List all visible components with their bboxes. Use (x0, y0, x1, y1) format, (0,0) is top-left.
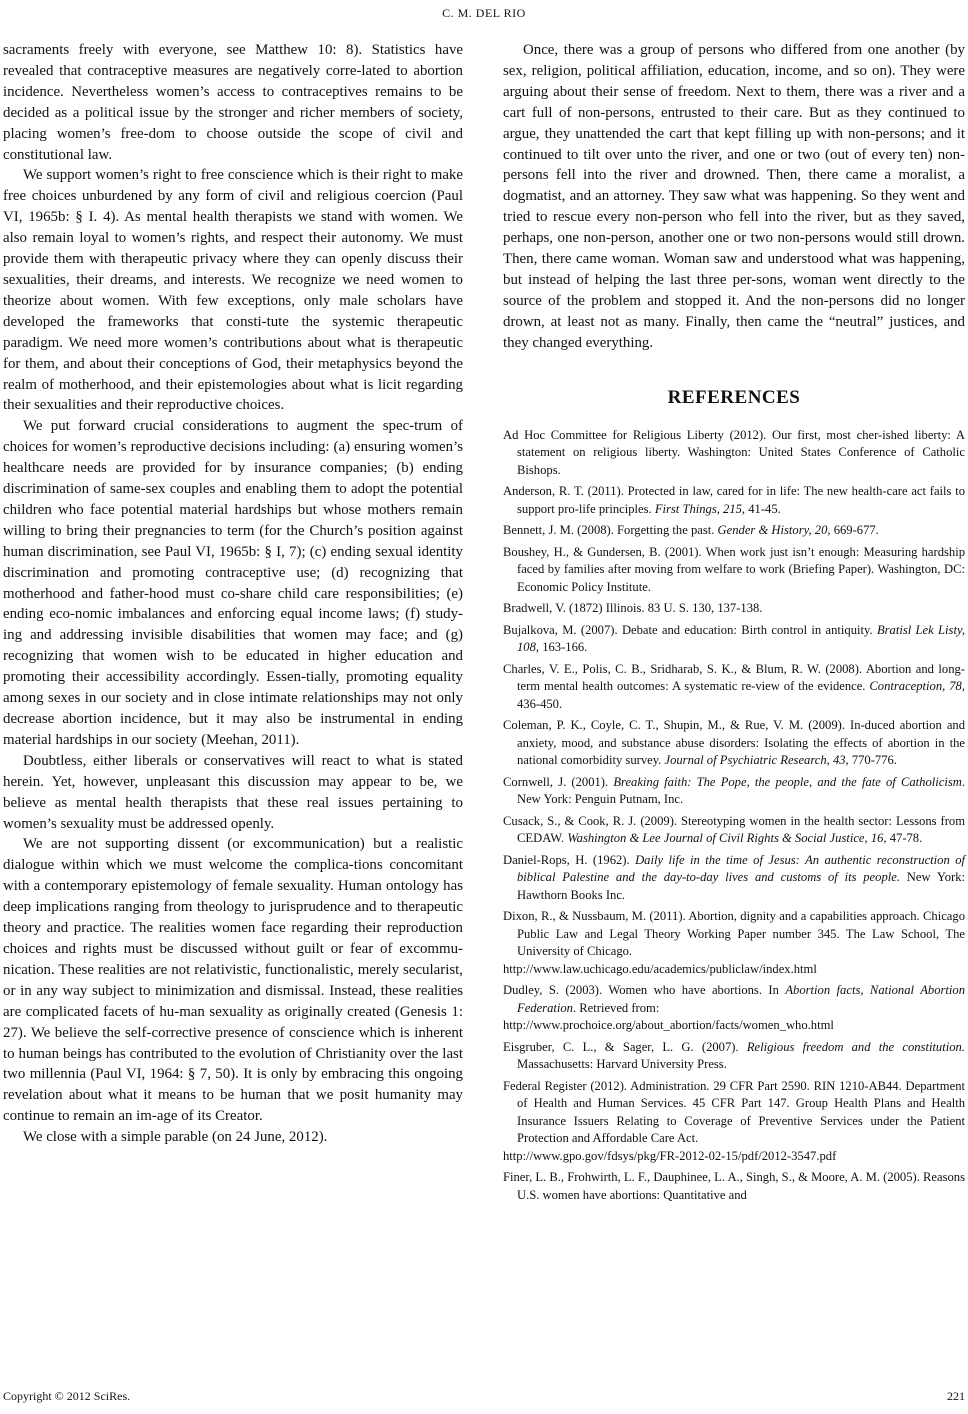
reference-entry (503, 774, 965, 809)
reference-text: Coleman, P. K., Coyle, C. T., Shupin, M., & Rue, V. M. (2009). In-duced abortion and anxiety, mood, and substance abuse disorders: Isolating the effects of abortion in the national comorbidity survey. (503, 718, 965, 767)
reference-journal: Gender & History, 20, (717, 523, 831, 537)
references-heading: REFERENCES (667, 386, 801, 408)
reference-text: Charles, V. E., Polis, C. B., Sridharab, S. K., & Blum, R. W. (2008). Abortion and long-term mental health outcomes: A systematic re-view of the evidence. (503, 661, 965, 693)
reference-entry (503, 1169, 965, 1204)
body-paragraph: Doubtless, either liberals or conservatives will react to what is stated herein. Yet, however, unpleasant this discussion may appear to be, we believe as mental health therapists that these real issues pertaining to women’s sexuality must be addressed openly. (3, 752, 463, 832)
reference-journal: Breaking faith: The Pope, the people, and the fate of Catholicism (613, 774, 962, 789)
reference-text-tail: 770-776. (848, 753, 897, 767)
reference-journal: Religious freedom and the constitution. (746, 1039, 965, 1054)
reference-text: Dudley, S. (2003). Women who have abortions. In (503, 983, 786, 997)
reference-entry (503, 717, 965, 770)
reference-text-tail: . Retrieved from: (572, 1000, 660, 1015)
reference-text: Finer, L. B., Frohwirth, L. F., Dauphinee, L. A., Singh, S., & Moore, A. M. (2005). Reasons U.S. women have abortions: Quantitative and (503, 1170, 965, 1202)
reference-entry (503, 1039, 965, 1074)
reference-entry (503, 483, 965, 518)
left-column (3, 40, 463, 1148)
reference-text: Eisgruber, C. L., & Sager, L. G. (2007). (503, 1039, 747, 1054)
reference-url[interactable]: http://www.prochoice.org/about_abortion/facts/women_who.html (503, 1018, 834, 1032)
reference-journal: Washington & Lee Journal of Civil Rights & Social Justice, 16, (567, 831, 887, 845)
reference-text-tail: Massachusetts: Harvard University Press. (517, 1057, 727, 1071)
reference-entry (503, 600, 965, 618)
reference-journal: Daily life in the time of Jesus: An authentic reconstruction of biblical Palestine and the day-to-day lives and customs of its people. (517, 852, 966, 884)
body-paragraph: We put forward crucial considerations to augment the spec-trum of choices for women’s reproductive decisions including: (a) ensuring women’s healthcare needs are provided for by insurance companies; (b) ending discrimination of same-sex couples and enabling them to adopt the potential children who face potential material hardships but whose mothers remain willing to bring their pregnancies to term (for the Church’s position against human discrimination, see Paul VI, 1965b: § I, 7); (c) ending sexual identity discrimination and promoting contraceptive use; (d) recognizing that motherhood and father-hood must co-share child care responsibilities; (e) ending eco-nomic imbalances and enforcing equal income laws; (f) study-ing and addressing invisible disabilities that women may face; and (g) recognizing that women wish to be educated in higher education and promoting their accessibility accordingly. Essen-tially, promoting equality among sexes in our society and in close intimate relationships may not only decrease abortion incidence, but it may also be instrumental in ending material hardships in our society (Meehan, 2011). (3, 418, 463, 748)
reference-journal: Journal of Psychiatric Research, 43, (664, 753, 849, 767)
reference-entry (503, 982, 965, 1035)
reference-text: Federal Register (2012). Administration. 29 CFR Part 2590. RIN 1210-AB44. Department of Health and Human Services. 45 CFR Part 147. Group Health Plans and Health Insurance Issuers Relating to Coverage of Preventive Services under the Patient Protection and Affordable Care Act. (503, 1078, 965, 1145)
reference-journal: Contraception, 78, (869, 679, 965, 693)
reference-entry (503, 661, 965, 714)
reference-text: Cusack, S., & Cook, R. J. (2009). Stereotyping women in the health sector: Lessons from CEDAW. (503, 813, 965, 845)
reference-text: Ad Hoc Committee for Religious Liberty (2012). Our first, most cher-ished liberty: A statement on religious liberty. Washington: United States Conference of Catholic Bishops. (503, 427, 965, 477)
reference-text: Cornwell, J. (2001). (503, 774, 614, 789)
page-number: 221 (947, 1389, 965, 1403)
reference-text: Boushey, H., & Gundersen, B. (2001). When work just isn’t enough: Measuring hardship faced by families after moving from welfare to work (Briefing Paper). Washington, DC: Economic Policy Institute. (503, 544, 965, 594)
reference-list (503, 427, 965, 1205)
reference-entry (503, 908, 965, 978)
footer-copyright: Copyright © 2012 SciRes. (3, 1389, 131, 1403)
reference-text: Bradwell, V. (1872) Illinois. 83 U. S. 130, 137-138. (503, 601, 763, 615)
reference-text: Dixon, R., & Nussbaum, M. (2011). Abortion, dignity and a capabilities approach. Chicago Public Law and Legal Theory Working Paper number 345. The Law School, The University of Chicago. (503, 909, 965, 958)
reference-text-tail: New York: Hawthorn Books Inc. (517, 870, 965, 902)
reference-journal: First Things, 215, (654, 501, 746, 516)
reference-entry (503, 622, 965, 657)
parable-paragraph: Once, there was a group of persons who differed from one another (by sex, religion, political affiliation, education, income, and so on). They were arguing about their sense of freedom. Next to them, there was a river and a cart full of non-persons, entrusted to their care. But as they continued to argue, they unattended the cart that kept filling up with non-persons; and it continued to tilt over unto the river, and one or two (out of every ten) non-persons fell into the river and drowned. Then, there came a moralist, a dogmatist, and an attorney. They saw what was happening. So they went and tried to rescue every non-person who fell into the river, but as they saved, perhaps, one non-person, another one or two non-persons would still drown. Then, there came woman. Woman saw and understood what was happening, but instead of helping the last three per-sons, woman went directly to the source of the problem and stopped it. And the non-persons did no longer drown, at least not as many. Finally, then came the “neutral” justices, and they changed everything. (503, 42, 965, 351)
reference-text-tail: 163-166. (539, 640, 588, 654)
reference-text: Bennett, J. M. (2008). Forgetting the past. (503, 523, 718, 537)
reference-text: Anderson, R. T. (2011). Protected in law, cared for in life: The new health-care act fails to support pro-life principles. (503, 484, 965, 516)
body-paragraph: We close with a simple parable (on 24 June, 2012). (23, 1129, 328, 1146)
reference-entry (503, 544, 965, 597)
body-paragraph: We support women’s right to free conscience which is their right to make free choices unburdened by any form of civil and religious coercion (Paul VI, 1965b: § I. 4). As mental health therapists we stand with women. We also remain loyal to women’s rights, and respect their autonomy. We must provide them with therapeutic privacy where they can openly discuss their sexualities, their dreams, and interests. We recognize we need women to theorize about women. With few exceptions, only male scholars have developed the frameworks that consti-tute the systemic therapeutic paradigm. We need more women’s contributions about what is therapeutic for them, and about their conceptions of God, their metaphysics beyond the realm of motherhood, and their epistemologies about what is licit regarding their sexualities and their reproductive choices. (3, 167, 463, 414)
reference-journal: Bratisl Lek Listy, 108, (517, 622, 965, 654)
reference-text-tail: 436-450. (517, 696, 563, 711)
reference-entry (503, 813, 965, 848)
running-head: C. M. DEL RIO (442, 6, 526, 20)
reference-entry (503, 427, 965, 480)
reference-journal: Abortion facts, National Abortion Federation (517, 983, 965, 1015)
reference-text: Daniel-Rops, H. (1962). (503, 852, 636, 867)
reference-text-tail: 47-78. (886, 831, 923, 845)
reference-text-tail: 41-45. (745, 501, 781, 516)
reference-url[interactable]: http://www.law.uchicago.edu/academics/publiclaw/index.html (503, 961, 817, 976)
right-column (503, 40, 965, 1208)
reference-text-tail: 669-677. (830, 523, 879, 537)
body-paragraph: We are not supporting dissent (or excommunication) but a realistic dialogue within which we must welcome the complica-tions concomitant with a contemporary epistemology of female sexuality. Human ontology has deep implications ranging from theology to jurisprudence and to therapeutic theory and practice. The realities women face regarding their reproduction choices and rights must be discussed without guilt or fear of excommu-nication. These realities are not relativistic, functionalistic, merely secularist, or in any way subject to minimization and dismissal. Instead, these realities are complicated facets of hu-man sexuality as originally created (Genesis 1: 27). We believe the self-corrective presence of conscience which is inherent to human beings has contributed to the evolution of Christianity over the last two millennia (Paul VI, 1964: § 7, 50). It is only by embracing this ongoing revelation about what it means to be human that we posit humanity may continue to remain an im-age of its Creator. (3, 836, 463, 1125)
reference-entry (503, 1078, 965, 1166)
reference-url[interactable]: http://www.gpo.gov/fdsys/pkg/FR-2012-02-15/pdf/2012-3547.pdf (503, 1148, 837, 1163)
reference-entry (503, 852, 965, 905)
reference-entry (503, 522, 965, 540)
reference-text: Bujalkova, M. (2007). Debate and education: Birth control in antiquity. (503, 622, 877, 637)
body-paragraph: sacraments freely with everyone, see Matthew 10: 8). Statistics have revealed that contraceptive measures are negatively corre-lated to abortion incidence. Nevertheless women’s access to contraceptives remains to be decided as a political issue by the stronger and richer members of society, placing women’s free-dom to choose outside the scope of civil and constitutional law. (3, 42, 463, 163)
reference-text-tail: . New York: Penguin Putnam, Inc. (517, 774, 965, 806)
